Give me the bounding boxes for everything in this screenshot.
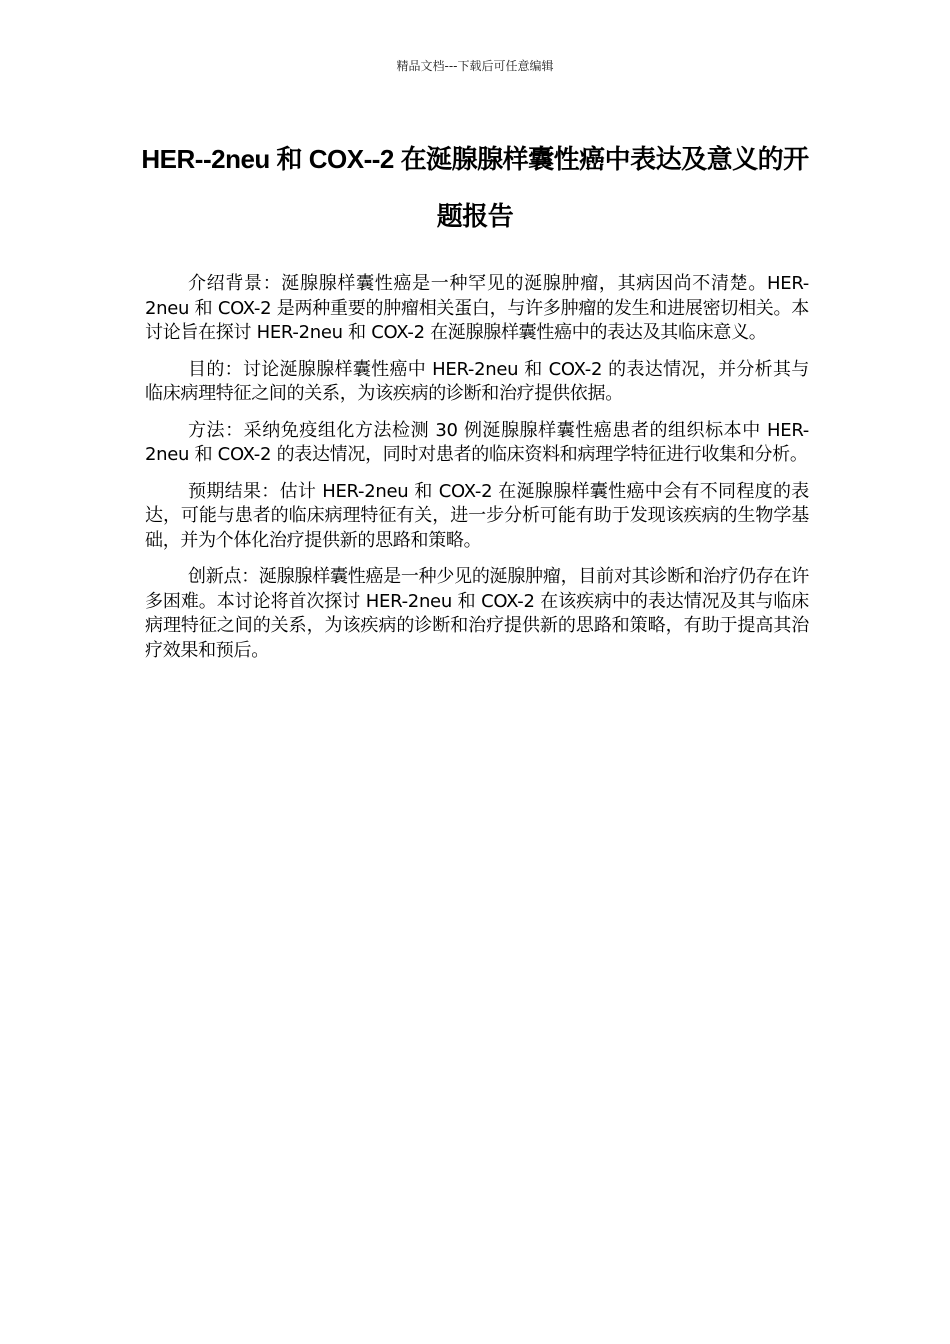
paragraph-innovation: 创新点：涎腺腺样囊性癌是一种少见的涎腺肿瘤，目前对其诊断和治疗仍存在许多困难。本讨论将首次探讨 HER-2neu 和 COX-2 在该疾病中的表达情况及其与临床病理特征之间的关系，为该疾病的诊断和治疗提供新的思路和策略，有助于提高其治疗效果和预后。 xyxy=(145,566,809,661)
paragraph-background: 介绍背景：涎腺腺样囊性癌是一种罕见的涎腺肿瘤，其病因尚不清楚。HER-2neu 和 COX-2 是两种重要的肿瘤相关蛋白，与许多肿瘤的发生和进展密切相关。本讨论旨在探讨 HER-2neu 和 COX-2 在涎腺腺样囊性癌中的表达及其临床意义。 xyxy=(145,273,809,343)
paragraph-expected-results: 预期结果：估计 HER-2neu 和 COX-2 在涎腺腺样囊性癌中会有不同程度的表达，可能与患者的临床病理特征有关，进一步分析可能有助于发现该疾病的生物学基础，并为个体化治疗提供新的思路和策略。 xyxy=(145,480,809,551)
paragraph-purpose: 目的：讨论涎腺腺样囊性癌中 HER-2neu 和 COX-2 的表达情况，并分析其与临床病理特征之间的关系，为该疾病的诊断和治疗提供依据。 xyxy=(145,358,809,404)
paragraph-method: 方法：采纳免疫组化方法检测 30 例涎腺腺样囊性癌患者的组织标本中 HER-2neu 和 COX-2 的表达情况，同时对患者的临床资料和病理学特征进行收集和分析。 xyxy=(145,419,809,465)
document-title: HER--2neu 和 COX--2 在涎腺腺样囊性癌中表达及意义的开题报告 xyxy=(141,144,809,231)
document-body xyxy=(145,272,809,675)
page-header: 精品文档---下载后可任意编辑 xyxy=(396,59,554,73)
